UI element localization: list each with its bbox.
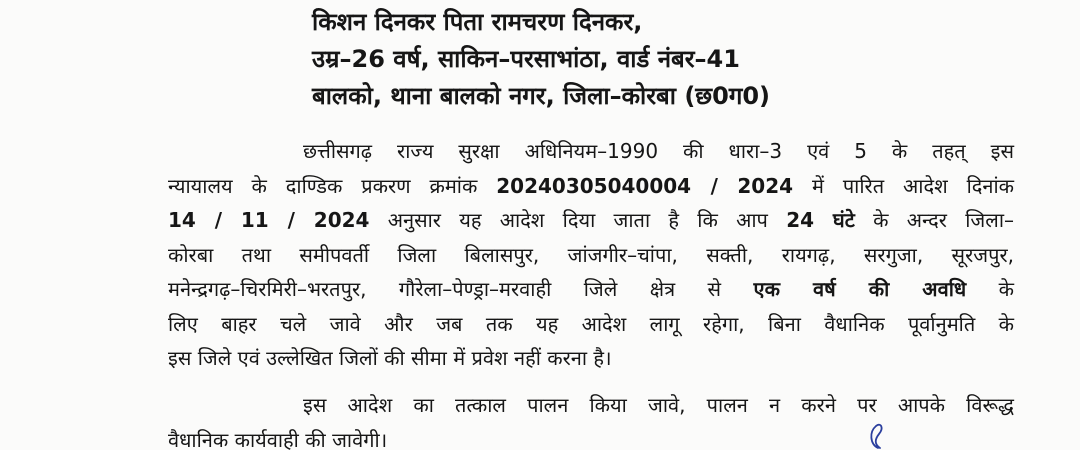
order-line-7: इस जिले एवं उल्लेखित जिलों की सीमा में प्रवेश नहीं करना है। xyxy=(168,346,612,370)
order-line-2-tail: में पारित आदेश दिनांक xyxy=(793,173,1015,198)
order-line-3 xyxy=(168,203,1014,238)
order-line-3-tail: के अन्दर जिला– xyxy=(854,208,1015,232)
compliance-line-1: इस आदेश का तत्काल पालन किया जावे, पालन न करने पर आपके विरूद्ध xyxy=(303,393,1014,417)
order-paragraph xyxy=(168,134,1014,376)
addressee-block xyxy=(312,4,770,115)
compliance-line-2: वैधानिक कार्यवाही की जावेगी। xyxy=(168,427,388,450)
case-number: 20240305040004 / 2024 xyxy=(496,173,794,198)
order-line-5 xyxy=(168,272,1014,307)
order-line-5-text: मनेन्द्रगढ़–चिरमिरी–भरतपुर, गौरेला–पेण्ड्रा–मरवाही जिले क्षेत्र से xyxy=(168,277,754,301)
exile-duration: एक वर्ष की अवधि xyxy=(753,277,967,301)
order-line-5-tail: के xyxy=(966,277,1014,301)
order-line-6: लिए बाहर चले जावे और जब तक यह आदेश लागू रहेगा, बिना वैधानिक पूर्वानुमति के xyxy=(168,311,1014,336)
order-line-2 xyxy=(168,169,1014,204)
signature-mark xyxy=(866,422,888,450)
addressee-name-line: किशन दिनकर पिता रामचरण दिनकर, xyxy=(312,8,643,36)
addressee-location-line: बालको, थाना बालको नगर, जिला–कोरबा (छ0ग0) xyxy=(312,82,770,110)
order-date: 14 / 11 / 2024 xyxy=(168,208,370,232)
order-line-2-text: न्यायालय के दाण्डिक प्रकरण क्रमांक xyxy=(168,173,497,198)
order-line-4: कोरबा तथा समीपवर्ती जिला बिलासपुर, जांजगीर–चांपा, सक्ती, रायगढ़, सरगुजा, सूरजपुर, xyxy=(168,242,1014,267)
order-line-3-text: अनुसार यह आदेश दिया जाता है कि आप xyxy=(369,208,787,232)
addressee-age-residence-line: उम्र–26 वर्ष, साकिन–परसाभांठा, वार्ड नंबर–41 xyxy=(312,45,740,73)
order-line-1: छत्तीसगढ़ राज्य सुरक्षा अधिनियम–1990 की धारा–3 एवं 5 के तहत् इस xyxy=(303,139,1014,163)
time-limit: 24 घंटे xyxy=(786,208,855,232)
